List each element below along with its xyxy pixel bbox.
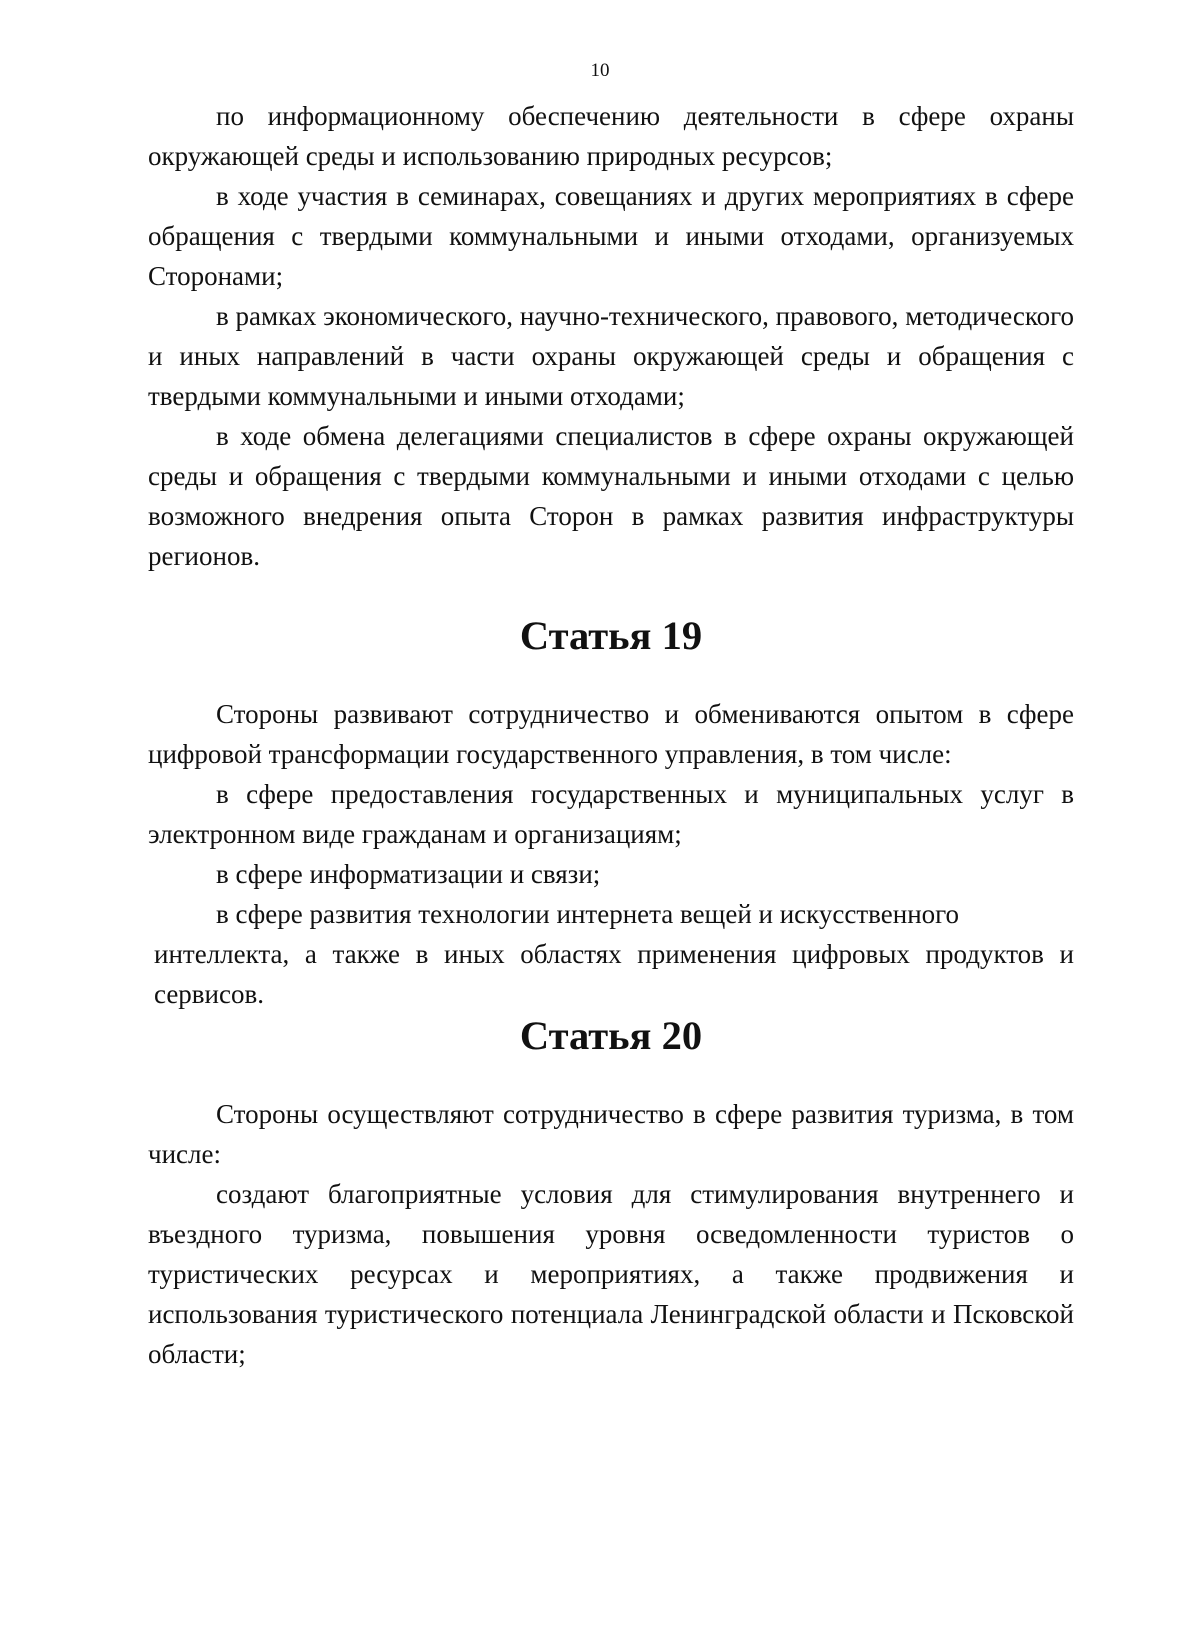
- paragraph: в ходе обмена делегациями специалистов в сфере охраны окружающей среды и обращения с твердыми коммунальными и иными отходами с целью возможного внедрения опыта Сторон в рамках развития инфраструктуры регионов.: [148, 421, 1074, 571]
- paragraph: в сфере предоставления государственных и муниципальных услуг в электронном виде гражданам и организациям;: [148, 779, 1074, 849]
- paragraph: создают благоприятные условия для стимулирования внутреннего и въездного туризма, повышения уровня осведомленности туристов о туристических ресурсах и мероприятиях, а также продвижения и использования туристического потенциала Ленинградской области и Псковской области;: [148, 1179, 1074, 1369]
- article-19-heading: Статья 19: [519, 613, 703, 658]
- page-number: 10: [590, 60, 610, 81]
- paragraph: Стороны развивают сотрудничество и обмениваются опытом в сфере цифровой трансформации государственного управления, в том числе:: [148, 699, 1074, 769]
- paragraph: по информационному обеспечению деятельности в сфере охраны окружающей среды и использованию природных ресурсов;: [148, 101, 1074, 171]
- article-20-heading: Статья 20: [519, 1013, 703, 1058]
- paragraph: в ходе участия в семинарах, совещаниях и других мероприятиях в сфере обращения с твердыми коммунальными и иными отходами, организуемых Сторонами;: [148, 181, 1074, 291]
- paragraph: в сфере информатизации и связи;: [216, 859, 601, 889]
- paragraph: Стороны осуществляют сотрудничество в сфере развития туризма, в том числе:: [148, 1099, 1074, 1169]
- document-body: [148, 96, 1074, 1374]
- paragraph: в рамках экономического, научно-технического, правового, методического и иных направлений в части охраны окружающей среды и обращения с твердыми коммунальными и иными отходами;: [148, 301, 1074, 411]
- paragraph: интеллекта, а также в иных областях применения цифровых продуктов и сервисов.: [154, 939, 1074, 1009]
- paragraph: в сфере развития технологии интернета вещей и искусственного: [216, 899, 960, 929]
